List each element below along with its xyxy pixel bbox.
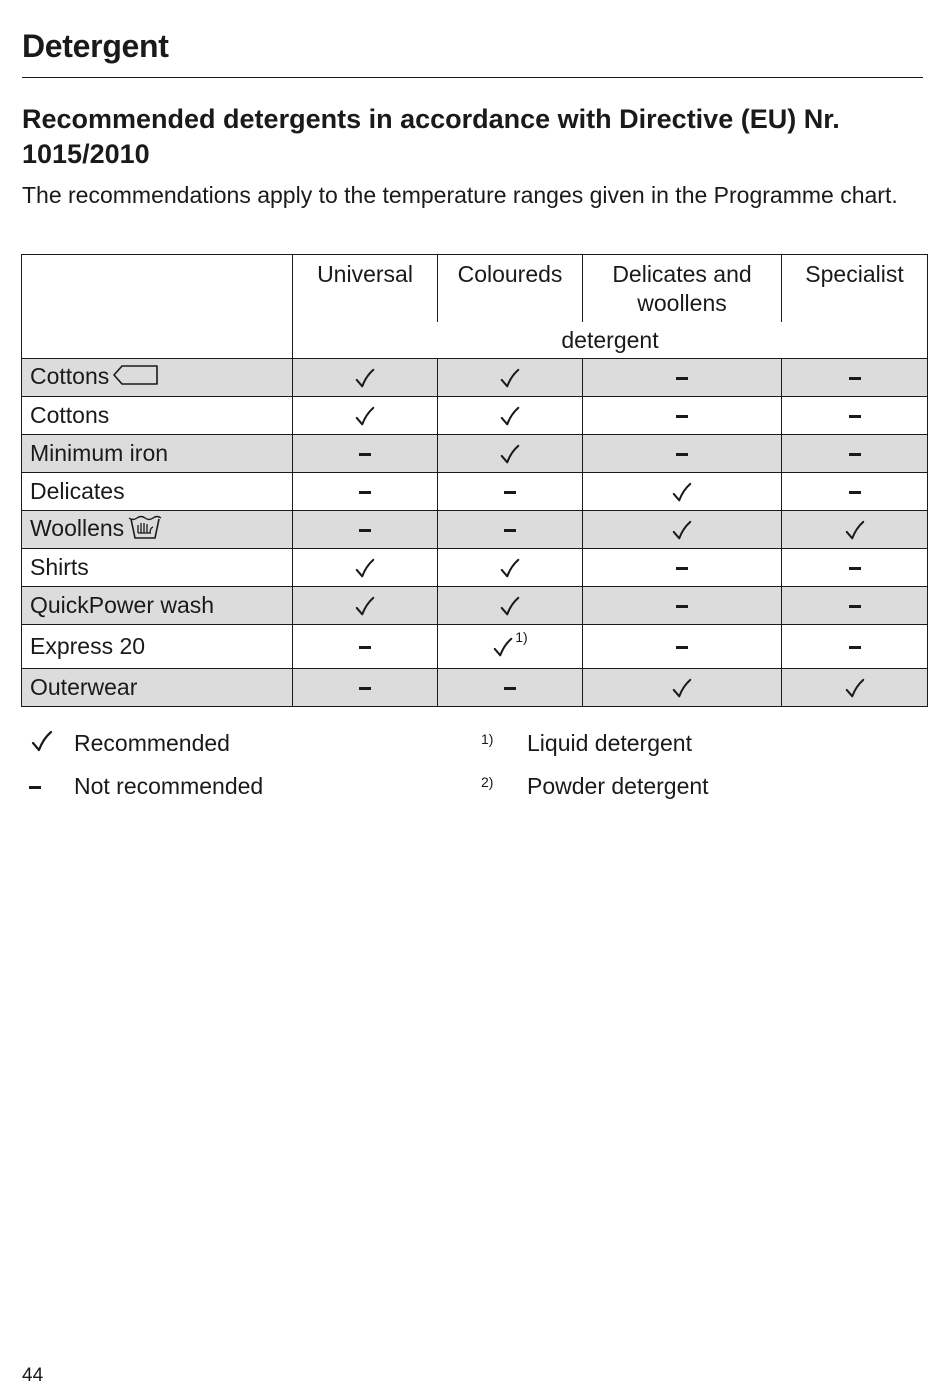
cell-universal bbox=[293, 669, 438, 707]
table-row bbox=[22, 397, 928, 435]
dash-icon bbox=[676, 646, 688, 649]
cell-coloureds bbox=[438, 625, 583, 669]
cell-delicates-woollens bbox=[583, 587, 782, 625]
dash-icon bbox=[676, 453, 688, 456]
detergent-span-label: detergent bbox=[293, 322, 928, 359]
dash-icon bbox=[359, 529, 371, 532]
check-icon bbox=[844, 674, 866, 700]
row-label: Shirts bbox=[30, 554, 89, 580]
row-label-cell bbox=[22, 587, 293, 625]
cell-delicates-woollens bbox=[583, 549, 782, 587]
cell-specialist bbox=[782, 397, 928, 435]
cell-delicates-woollens bbox=[583, 669, 782, 707]
dash-icon bbox=[359, 646, 371, 649]
cell-universal bbox=[293, 625, 438, 669]
cell-universal bbox=[293, 359, 438, 397]
cell-specialist bbox=[782, 359, 928, 397]
dash-icon bbox=[359, 687, 371, 690]
cell-specialist bbox=[782, 549, 928, 587]
subheading: Recommended detergents in accordance with Directive (EU) Nr. 1015/2010 bbox=[22, 104, 840, 169]
row-label-cell bbox=[22, 669, 293, 707]
dash-icon bbox=[504, 491, 516, 494]
check-icon bbox=[492, 633, 514, 659]
check-icon bbox=[354, 592, 376, 618]
dash-icon bbox=[849, 415, 861, 418]
cell-coloureds bbox=[438, 511, 583, 549]
table-row bbox=[22, 435, 928, 473]
row-label: Woollens bbox=[30, 514, 125, 541]
dash-icon bbox=[504, 529, 516, 532]
check-icon bbox=[499, 364, 521, 390]
cell-specialist bbox=[782, 511, 928, 549]
eco-program-icon bbox=[113, 364, 159, 392]
cell-coloureds bbox=[438, 669, 583, 707]
detergent-table bbox=[21, 254, 928, 707]
column-header-coloureds: Coloureds bbox=[438, 255, 583, 323]
check-icon bbox=[499, 402, 521, 428]
cell-delicates-woollens bbox=[583, 473, 782, 511]
column-header-delicates-woollens: Delicates and woollens bbox=[583, 255, 782, 323]
row-label-cell bbox=[22, 549, 293, 587]
table-row bbox=[22, 549, 928, 587]
footnote-1-mark: 1) bbox=[481, 731, 494, 747]
cell-coloureds bbox=[438, 549, 583, 587]
check-icon bbox=[844, 516, 866, 542]
table-row bbox=[22, 587, 928, 625]
table-row bbox=[22, 669, 928, 707]
check-icon bbox=[499, 440, 521, 466]
check-icon bbox=[671, 478, 693, 504]
dash-icon bbox=[676, 567, 688, 570]
dash-icon bbox=[504, 687, 516, 690]
section-title: Detergent bbox=[22, 28, 169, 64]
check-icon bbox=[30, 730, 54, 754]
cell-specialist bbox=[782, 473, 928, 511]
cell-delicates-woollens bbox=[583, 359, 782, 397]
dash-icon bbox=[849, 646, 861, 649]
row-label: Minimum iron bbox=[30, 440, 169, 466]
cell-specialist bbox=[782, 669, 928, 707]
footnote-marker: 1) bbox=[515, 629, 528, 645]
cell-specialist bbox=[782, 625, 928, 669]
cell-universal bbox=[293, 435, 438, 473]
check-icon bbox=[499, 592, 521, 618]
row-label: Express 20 bbox=[30, 633, 146, 659]
row-label-cell bbox=[22, 435, 293, 473]
row-label-cell bbox=[22, 625, 293, 669]
cell-coloureds bbox=[438, 435, 583, 473]
check-icon bbox=[354, 364, 376, 390]
cell-coloureds bbox=[438, 397, 583, 435]
row-label: Cottons bbox=[30, 363, 110, 390]
cell-universal bbox=[293, 587, 438, 625]
table-row bbox=[22, 473, 928, 511]
check-icon bbox=[499, 554, 521, 580]
dash-icon bbox=[676, 377, 688, 380]
footnote-2-mark: 2) bbox=[481, 774, 494, 790]
cell-delicates-woollens bbox=[583, 435, 782, 473]
row-label: Delicates bbox=[30, 478, 125, 504]
cell-specialist bbox=[782, 587, 928, 625]
row-label: Outerwear bbox=[30, 674, 138, 700]
check-icon bbox=[354, 402, 376, 428]
cell-delicates-woollens bbox=[583, 625, 782, 669]
cell-universal bbox=[293, 397, 438, 435]
dash-icon bbox=[849, 605, 861, 608]
dash-icon bbox=[849, 377, 861, 380]
column-header-specialist: Specialist bbox=[782, 255, 928, 323]
row-label-cell bbox=[22, 359, 293, 397]
table-row bbox=[22, 511, 928, 549]
footnote-1-text: Liquid detergent bbox=[527, 730, 692, 756]
cell-specialist bbox=[782, 435, 928, 473]
dash-icon bbox=[359, 491, 371, 494]
table-row bbox=[22, 359, 928, 397]
check-icon bbox=[671, 674, 693, 700]
dash-icon bbox=[359, 453, 371, 456]
legend-not-recommended: Not recommended bbox=[74, 773, 264, 799]
check-icon bbox=[671, 516, 693, 542]
table-row bbox=[22, 625, 928, 669]
cell-universal bbox=[293, 511, 438, 549]
row-label-cell bbox=[22, 397, 293, 435]
row-label: QuickPower wash bbox=[30, 592, 215, 618]
dash-icon bbox=[676, 605, 688, 608]
footnote-2-text: Powder detergent bbox=[527, 773, 709, 799]
hand-wash-icon bbox=[128, 514, 162, 546]
cell-delicates-woollens bbox=[583, 397, 782, 435]
dash-icon bbox=[849, 491, 861, 494]
legend-recommended: Recommended bbox=[74, 730, 230, 756]
cell-coloureds bbox=[438, 587, 583, 625]
cell-delicates-woollens bbox=[583, 511, 782, 549]
column-header-universal: Universal bbox=[293, 255, 438, 323]
intro-text: The recommendations apply to the temperature ranges given in the Programme chart. bbox=[22, 182, 898, 208]
dash-icon bbox=[849, 567, 861, 570]
dash-icon bbox=[29, 786, 41, 789]
dash-icon bbox=[676, 415, 688, 418]
check-icon bbox=[354, 554, 376, 580]
dash-icon bbox=[849, 453, 861, 456]
cell-universal bbox=[293, 473, 438, 511]
cell-universal bbox=[293, 549, 438, 587]
page-number: 44 bbox=[22, 1365, 44, 1386]
title-divider bbox=[22, 77, 923, 78]
row-label-cell bbox=[22, 511, 293, 549]
row-label-cell bbox=[22, 473, 293, 511]
cell-coloureds bbox=[438, 359, 583, 397]
row-label: Cottons bbox=[30, 402, 110, 428]
header-blank-cell bbox=[22, 255, 293, 359]
cell-coloureds bbox=[438, 473, 583, 511]
